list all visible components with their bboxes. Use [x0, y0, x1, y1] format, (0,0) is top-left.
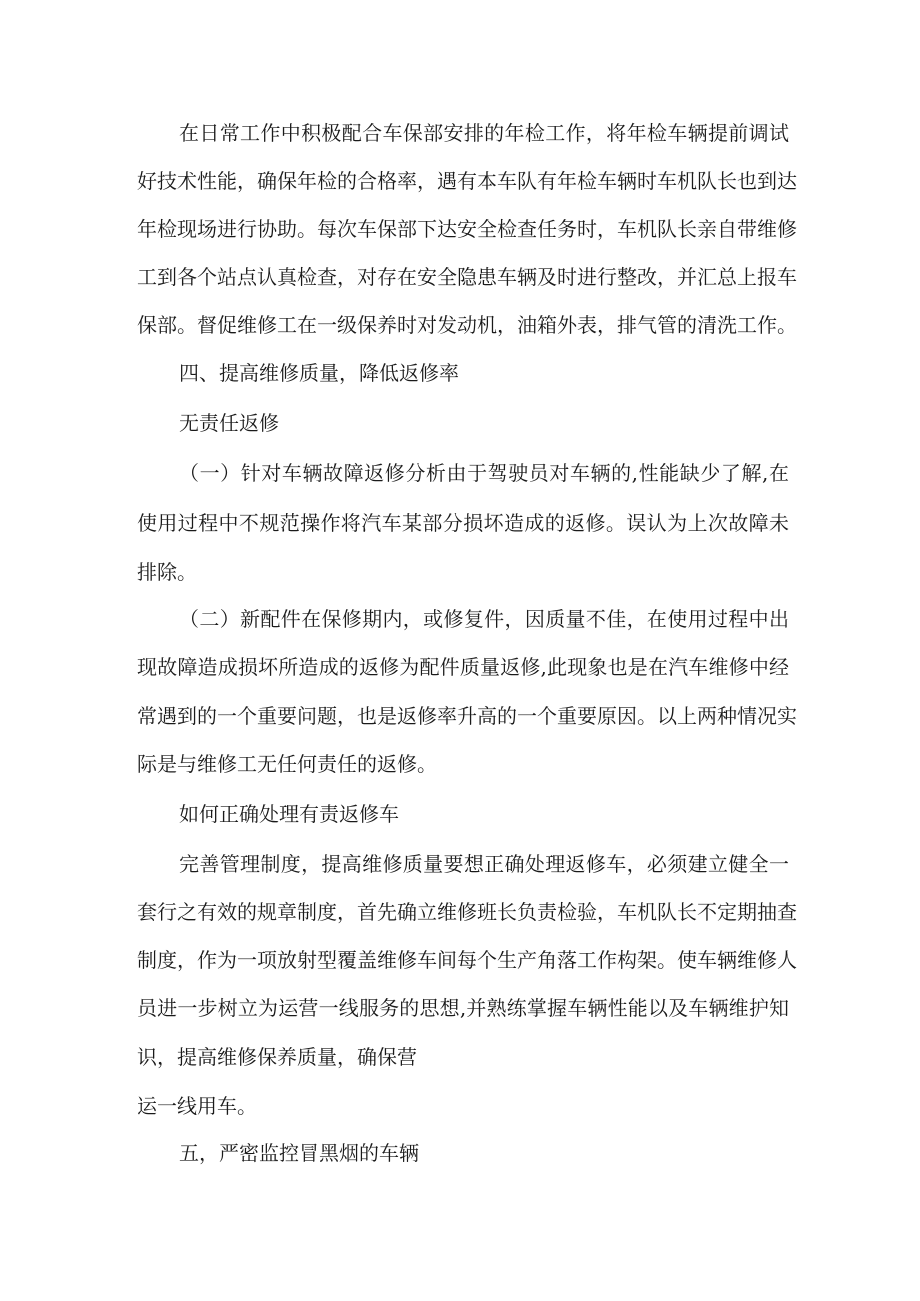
paragraph-management-line-4: 员进一步树立为运营一线服务的思想,并熟练掌握车辆性能以及车辆维护知 — [137, 996, 789, 1020]
paragraph-annual-inspection-line-1: 在日常工作中积极配合车保部安排的年检工作，将年检车辆提前调试 — [179, 121, 789, 145]
paragraph-item-1-line-1: （一）针对车辆故障返修分析由于驾驶员对车辆的,性能缺少了解,在 — [179, 461, 789, 485]
paragraph-management-line-1: 完善管理制度，提高维修质量要想正确处理返修车，必须建立健全一 — [179, 852, 789, 876]
paragraph-item-1-line-3: 排除。 — [137, 560, 197, 584]
paragraph-annual-inspection-line-3: 年检现场进行协助。每次车保部下达安全检查任务时，车机队长亲自带维修 — [137, 217, 797, 241]
section-heading-4: 四、提高维修质量，降低返修率 — [179, 361, 459, 385]
subheading-no-liability-rework: 无责任返修 — [179, 411, 279, 435]
paragraph-management-line-2: 套行之有效的规章制度，首先确立维修班长负责检验，车机队长不定期抽查 — [137, 900, 797, 924]
paragraph-management-line-5: 识，提高维修保养质量，确保营 — [137, 1045, 417, 1069]
paragraph-annual-inspection-line-5: 保部。督促维修工在一级保养时对发动机，油箱外表，排气管的清洗工作。 — [137, 313, 797, 337]
paragraph-item-2-line-1: （二）新配件在保修期内，或修复件，因质量不佳，在使用过程中出 — [179, 607, 789, 631]
paragraph-item-2-line-2: 现故障造成损坏所造成的返修为配件质量返修,此现象也是在汽车维修中经 — [137, 655, 789, 679]
paragraph-item-2-line-3: 常遇到的一个重要问题，也是返修率升高的一个重要原因。以上两种情况实 — [137, 704, 797, 728]
paragraph-annual-inspection-line-2: 好技术性能，确保年检的合格率，遇有本车队有年检车辆时车机队长也到达 — [137, 169, 797, 193]
paragraph-item-2-line-4: 际是与维修工无任何责任的返修。 — [137, 752, 437, 776]
paragraph-management-line-3: 制度，作为一项放射型覆盖维修车间每个生产角落工作构架。使车辆维修人 — [137, 948, 797, 972]
section-heading-5: 五，严密监控冒黑烟的车辆 — [179, 1141, 419, 1165]
subheading-handle-rework: 如何正确处理有责返修车 — [179, 802, 399, 826]
paragraph-annual-inspection-line-4: 工到各个站点认真检查，对存在安全隐患车辆及时进行整改，并汇总上报车 — [137, 265, 797, 289]
paragraph-management-line-6: 运一线用车。 — [137, 1094, 257, 1118]
paragraph-item-1-line-2: 使用过程中不规范操作将汽车某部分损坏造成的返修。误认为上次故障未 — [137, 511, 789, 535]
